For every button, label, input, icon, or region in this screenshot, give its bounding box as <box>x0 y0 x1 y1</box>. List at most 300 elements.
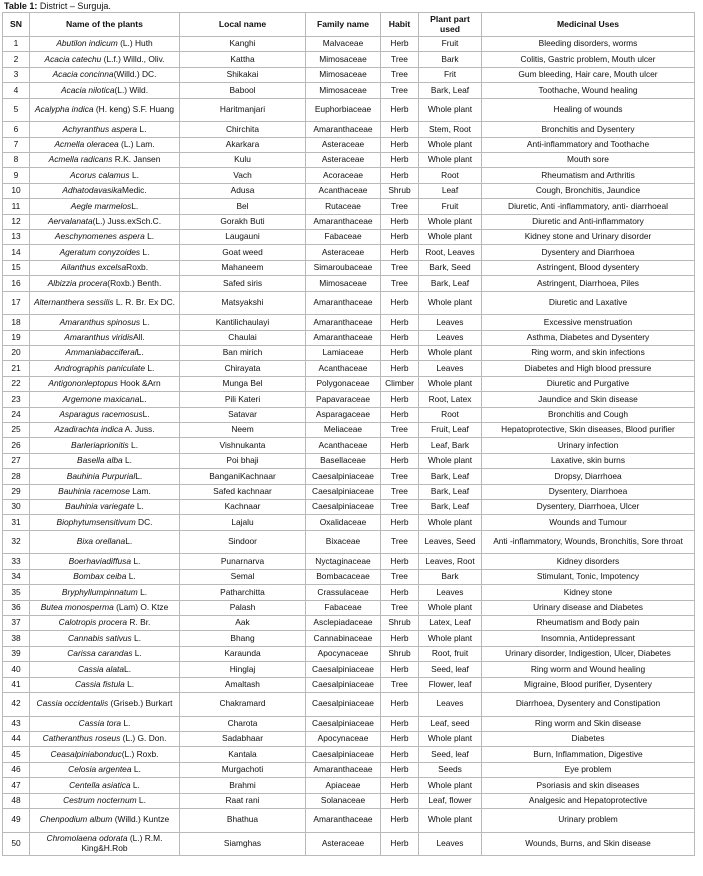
author-citation: L. <box>128 439 139 450</box>
table-row <box>3 291 695 315</box>
cell-local-name: Amaltash <box>180 677 306 692</box>
cell-habit: Herb <box>381 407 419 422</box>
cell-plant-part: Whole plant <box>419 808 482 832</box>
cell-habit: Tree <box>381 469 419 484</box>
cell-family-name: Rutaceae <box>306 199 381 214</box>
cell-plant-part: Root <box>419 407 482 422</box>
cell-local-name: Matsyakshi <box>180 291 306 315</box>
cell-plant-name <box>30 229 180 244</box>
cell-plant-part: Bark <box>419 52 482 67</box>
scientific-name: Celosia argentea <box>68 764 132 775</box>
cell-medicinal-uses: Analgesic and Hepatoprotective <box>482 793 695 808</box>
scientific-name: Butea monosperma <box>40 601 114 612</box>
cell-local-name: Goat weed <box>180 245 306 260</box>
cell-habit: Shrub <box>381 183 419 198</box>
scientific-name: Ceasalpiniabonduc <box>50 748 122 759</box>
author-citation: (L.) Lam. <box>118 139 155 150</box>
cell-sn: 27 <box>3 453 30 468</box>
cell-family-name: Caesalpiniaceae <box>306 677 381 692</box>
cell-sn: 13 <box>3 229 30 244</box>
table-row <box>3 793 695 808</box>
cell-plant-part: Leaves <box>419 692 482 716</box>
cell-plant-name <box>30 52 180 67</box>
cell-sn: 48 <box>3 793 30 808</box>
table-row <box>3 585 695 600</box>
scientific-name: Ailanthus excelsa <box>60 262 127 273</box>
cell-medicinal-uses: Rheumatism and Body pain <box>482 615 695 630</box>
scientific-name: Calotropis procera <box>58 617 128 628</box>
cell-local-name: Semal <box>180 569 306 584</box>
cell-sn: 12 <box>3 214 30 229</box>
author-citation: L. R. Br. Ex DC. <box>113 297 176 308</box>
cell-plant-part: Whole plant <box>419 291 482 315</box>
cell-family-name: Fabaceae <box>306 229 381 244</box>
table-row <box>3 315 695 330</box>
cell-medicinal-uses: Burn, Inflammation, Digestive <box>482 747 695 762</box>
cell-medicinal-uses: Excessive menstruation <box>482 315 695 330</box>
cell-habit: Herb <box>381 330 419 345</box>
cell-sn: 5 <box>3 98 30 122</box>
cell-family-name: Caesalpiniaceae <box>306 716 381 731</box>
cell-plant-part: Root <box>419 168 482 183</box>
author-citation: L. <box>129 169 139 180</box>
author-citation: L. <box>126 571 136 582</box>
scientific-name: Cassia alata <box>77 663 125 674</box>
cell-plant-name <box>30 762 180 777</box>
cell-plant-name <box>30 407 180 422</box>
cell-local-name: Kulu <box>180 153 306 168</box>
table-row <box>3 530 695 554</box>
table-row <box>3 346 695 361</box>
scientific-name: Achyranthus aspera <box>62 123 138 134</box>
cell-plant-part: Seeds <box>419 762 482 777</box>
scientific-name: Ageratum conyzoides <box>59 246 141 257</box>
cell-plant-name <box>30 499 180 514</box>
cell-plant-name <box>30 808 180 832</box>
cell-plant-name <box>30 515 180 530</box>
cell-local-name: Chirchita <box>180 122 306 137</box>
cell-local-name: Vishnukanta <box>180 438 306 453</box>
cell-family-name: Amaranthaceae <box>306 122 381 137</box>
cell-habit: Herb <box>381 122 419 137</box>
cell-medicinal-uses: Migraine, Blood purifier, Dysentery <box>482 677 695 692</box>
cell-sn: 32 <box>3 530 30 554</box>
cell-medicinal-uses: Anti-inflammatory and Toothache <box>482 137 695 152</box>
table-row <box>3 98 695 122</box>
scientific-name: Cassia fistula <box>74 678 125 689</box>
scientific-name: Asparagus racemosus <box>59 408 143 419</box>
cell-medicinal-uses: Kidney disorders <box>482 554 695 569</box>
cell-habit: Herb <box>381 438 419 453</box>
cell-sn: 28 <box>3 469 30 484</box>
table-row <box>3 168 695 183</box>
cell-sn: 22 <box>3 376 30 391</box>
cell-medicinal-uses: Asthma, Diabetes and Dysentery <box>482 330 695 345</box>
cell-plant-part: Whole plant <box>419 631 482 646</box>
scientific-name: Cestrum nocternum <box>63 794 137 805</box>
cell-local-name: Murgachoti <box>180 762 306 777</box>
scientific-name: Argemone maxicana <box>62 393 140 404</box>
cell-sn: 17 <box>3 291 30 315</box>
table-row <box>3 260 695 275</box>
cell-medicinal-uses: Ring worm, and skin infections <box>482 346 695 361</box>
cell-plant-name <box>30 615 180 630</box>
cell-plant-part: Whole plant <box>419 600 482 615</box>
cell-local-name: Kanghi <box>180 37 306 52</box>
author-citation: R.K. Jansen <box>112 154 161 165</box>
cell-medicinal-uses: Hepatoprotective, Skin diseases, Blood purifier <box>482 422 695 437</box>
cell-plant-name <box>30 137 180 152</box>
cell-family-name: Nyctaginaceae <box>306 554 381 569</box>
cell-medicinal-uses: Colitis, Gastric problem, Mouth ulcer <box>482 52 695 67</box>
cell-family-name: Amaranthaceae <box>306 315 381 330</box>
cell-local-name: Palash <box>180 600 306 615</box>
author-citation: L. <box>145 362 155 373</box>
cell-medicinal-uses: Bronchitis and Dysentery <box>482 122 695 137</box>
column-header-plant-name: Name of the plants <box>30 13 180 37</box>
cell-sn: 25 <box>3 422 30 437</box>
cell-habit: Herb <box>381 392 419 407</box>
cell-family-name: Asclepiadaceae <box>306 615 381 630</box>
table-row <box>3 229 695 244</box>
cell-plant-name <box>30 530 180 554</box>
author-citation: All. <box>133 332 145 343</box>
cell-plant-name <box>30 361 180 376</box>
table-row <box>3 469 695 484</box>
scientific-name: Cannabis sativus <box>67 632 132 643</box>
cell-sn: 8 <box>3 153 30 168</box>
cell-local-name: Shikakai <box>180 67 306 82</box>
cell-family-name: Amaranthaceae <box>306 762 381 777</box>
cell-medicinal-uses: Kidney stone <box>482 585 695 600</box>
cell-plant-part: Seed, leaf <box>419 662 482 677</box>
cell-plant-name <box>30 422 180 437</box>
table-row <box>3 631 695 646</box>
cell-plant-part: Leaves <box>419 315 482 330</box>
cell-sn: 30 <box>3 499 30 514</box>
scientific-name: Ammaniabacciferal <box>65 347 137 358</box>
cell-habit: Herb <box>381 346 419 361</box>
scientific-name: Alternanthera sessilis <box>33 297 114 308</box>
author-citation: (Roxb.) Benth. <box>107 277 162 288</box>
cell-plant-part: Fruit <box>419 199 482 214</box>
table-row <box>3 453 695 468</box>
cell-habit: Herb <box>381 716 419 731</box>
column-header-medicinal-uses: Medicinal Uses <box>482 13 695 37</box>
cell-plant-name <box>30 260 180 275</box>
cell-habit: Herb <box>381 37 419 52</box>
cell-family-name: Mimosaceae <box>306 67 381 82</box>
cell-plant-name <box>30 83 180 98</box>
cell-local-name: Akarkara <box>180 137 306 152</box>
cell-medicinal-uses: Bronchitis and Cough <box>482 407 695 422</box>
author-citation: L. <box>130 779 140 790</box>
cell-plant-part: Root, fruit <box>419 646 482 661</box>
cell-habit: Herb <box>381 515 419 530</box>
cell-habit: Herb <box>381 778 419 793</box>
cell-family-name: Caesalpiniaceae <box>306 662 381 677</box>
cell-family-name: Solanaceae <box>306 793 381 808</box>
cell-plant-name <box>30 793 180 808</box>
cell-plant-name <box>30 469 180 484</box>
table-row <box>3 778 695 793</box>
cell-sn: 15 <box>3 260 30 275</box>
scientific-name: Bombax ceiba <box>73 571 127 582</box>
cell-local-name: Patharchitta <box>180 585 306 600</box>
table-row <box>3 376 695 391</box>
table-row <box>3 392 695 407</box>
cell-local-name: Punarnarva <box>180 554 306 569</box>
cell-plant-part: Leaf <box>419 183 482 198</box>
cell-medicinal-uses: Diuretic and Laxative <box>482 291 695 315</box>
cell-habit: Herb <box>381 229 419 244</box>
cell-family-name: Amaranthaceae <box>306 214 381 229</box>
cell-family-name: Meliaceae <box>306 422 381 437</box>
author-citation: (L.) Wild. <box>114 84 149 95</box>
cell-habit: Herb <box>381 585 419 600</box>
cell-local-name: Bhang <box>180 631 306 646</box>
table-row <box>3 662 695 677</box>
cell-local-name: Karaunda <box>180 646 306 661</box>
author-citation: L. <box>142 408 150 419</box>
cell-medicinal-uses: Stimulant, Tonic, Impotency <box>482 569 695 584</box>
cell-medicinal-uses: Mouth sore <box>482 153 695 168</box>
cell-plant-name <box>30 600 180 615</box>
cell-plant-name <box>30 569 180 584</box>
scientific-name: Acacia nilotica <box>60 84 115 95</box>
cell-local-name: Haritmanjari <box>180 98 306 122</box>
author-citation: L. <box>136 794 146 805</box>
scientific-name: Acalypha indica <box>34 104 94 115</box>
scientific-name: Abutilon indicum <box>56 38 118 49</box>
scientific-name: Bryphyllumpinnatum <box>61 586 138 597</box>
table-row <box>3 515 695 530</box>
cell-local-name: Sadabhaar <box>180 731 306 746</box>
cell-habit: Herb <box>381 832 419 856</box>
cell-plant-name <box>30 778 180 793</box>
cell-plant-part: Flower, leaf <box>419 677 482 692</box>
cell-local-name: Munga Bel <box>180 376 306 391</box>
cell-medicinal-uses: Diabetes <box>482 731 695 746</box>
table-row <box>3 153 695 168</box>
author-citation: A. Juss. <box>122 424 155 435</box>
cell-local-name: Kattha <box>180 52 306 67</box>
author-citation: L. <box>139 393 147 404</box>
author-citation: L. <box>134 501 144 512</box>
author-citation: L. <box>121 717 131 728</box>
scientific-name: Acorus calamus <box>70 169 130 180</box>
cell-sn: 44 <box>3 731 30 746</box>
cell-local-name: Kantilichaulayi <box>180 315 306 330</box>
cell-family-name: Asteraceae <box>306 245 381 260</box>
cell-plant-name <box>30 291 180 315</box>
cell-sn: 49 <box>3 808 30 832</box>
cell-plant-part: Fruit <box>419 37 482 52</box>
cell-sn: 6 <box>3 122 30 137</box>
column-header-family-name: Family name <box>306 13 381 37</box>
cell-plant-part: Leaves, Seed <box>419 530 482 554</box>
cell-family-name: Caesalpiniaceae <box>306 747 381 762</box>
table-row <box>3 808 695 832</box>
author-citation: L. <box>131 555 141 566</box>
cell-habit: Tree <box>381 484 419 499</box>
cell-habit: Herb <box>381 291 419 315</box>
scientific-name: Chromolaena odorata <box>46 833 128 844</box>
cell-family-name: Asteraceae <box>306 153 381 168</box>
cell-family-name: Oxalidaceae <box>306 515 381 530</box>
table-row <box>3 677 695 692</box>
author-citation: (Willd.) Kuntze <box>112 814 170 825</box>
author-citation: Hook &Arn <box>117 378 161 389</box>
cell-plant-part: Bark, Leaf <box>419 469 482 484</box>
cell-family-name: Apocynaceae <box>306 731 381 746</box>
cell-local-name: Kantala <box>180 747 306 762</box>
author-citation: L. <box>125 536 133 547</box>
cell-local-name: Bel <box>180 199 306 214</box>
cell-local-name: Aak <box>180 615 306 630</box>
cell-family-name: Mimosaceae <box>306 276 381 291</box>
cell-family-name: Asparagaceae <box>306 407 381 422</box>
cell-medicinal-uses: Wounds and Tumour <box>482 515 695 530</box>
cell-habit: Tree <box>381 260 419 275</box>
cell-family-name: Bixaceae <box>306 530 381 554</box>
scientific-name: Adhatodavasika <box>62 185 122 196</box>
cell-habit: Tree <box>381 199 419 214</box>
cell-medicinal-uses: Ring worm and Wound healing <box>482 662 695 677</box>
cell-sn: 19 <box>3 330 30 345</box>
table-row <box>3 747 695 762</box>
cell-plant-part: Whole plant <box>419 137 482 152</box>
cell-habit: Climber <box>381 376 419 391</box>
table-body <box>3 37 695 856</box>
cell-local-name: Pili Kateri <box>180 392 306 407</box>
cell-plant-name <box>30 168 180 183</box>
cell-sn: 23 <box>3 392 30 407</box>
cell-plant-name <box>30 585 180 600</box>
cell-family-name: Papavaraceae <box>306 392 381 407</box>
cell-medicinal-uses: Ring worm and Skin disease <box>482 716 695 731</box>
table-caption-label: Table 1: <box>4 1 38 11</box>
cell-family-name: Amaranthaceae <box>306 330 381 345</box>
scientific-name: Antigononleptopus <box>48 378 118 389</box>
cell-plant-name <box>30 832 180 856</box>
table-row <box>3 245 695 260</box>
cell-sn: 16 <box>3 276 30 291</box>
cell-family-name: Lamiaceae <box>306 346 381 361</box>
table-row <box>3 276 695 291</box>
cell-plant-part: Bark <box>419 569 482 584</box>
table-row <box>3 569 695 584</box>
cell-plant-part: Whole plant <box>419 515 482 530</box>
cell-medicinal-uses: Diuretic and Anti-inflammatory <box>482 214 695 229</box>
scientific-name: Bauhinia Purpurial <box>66 470 136 481</box>
table-row <box>3 137 695 152</box>
table-row <box>3 554 695 569</box>
cell-family-name: Asteraceae <box>306 832 381 856</box>
cell-sn: 24 <box>3 407 30 422</box>
table-row <box>3 762 695 777</box>
cell-plant-part: Frit <box>419 67 482 82</box>
author-citation: (L.) Roxb. <box>121 748 159 759</box>
author-citation: Roxb. <box>126 262 149 273</box>
cell-plant-part: Whole plant <box>419 376 482 391</box>
cell-family-name: Polygonaceae <box>306 376 381 391</box>
cell-habit: Herb <box>381 747 419 762</box>
author-citation: L. <box>140 316 150 327</box>
cell-plant-name <box>30 692 180 716</box>
table-row <box>3 52 695 67</box>
cell-family-name: Amaranthaceae <box>306 808 381 832</box>
cell-sn: 31 <box>3 515 30 530</box>
cell-sn: 21 <box>3 361 30 376</box>
author-citation: L. <box>124 678 135 689</box>
cell-sn: 20 <box>3 346 30 361</box>
cell-plant-part: Leaves, Root <box>419 554 482 569</box>
cell-medicinal-uses: Wounds, Burns, and Skin disease <box>482 832 695 856</box>
cell-plant-part: Whole plant <box>419 453 482 468</box>
scientific-name: Basella alba <box>77 455 123 466</box>
medicinal-plants-table <box>2 12 695 856</box>
author-citation: (L.f.) Willd., Oliv. <box>101 53 165 64</box>
scientific-name: Biophytumsensitivum <box>56 516 136 527</box>
table-row <box>3 422 695 437</box>
author-citation: Lam. <box>129 485 151 496</box>
cell-plant-name <box>30 330 180 345</box>
cell-plant-part: Leaf, flower <box>419 793 482 808</box>
cell-habit: Herb <box>381 453 419 468</box>
cell-habit: Tree <box>381 83 419 98</box>
cell-local-name: Raat rani <box>180 793 306 808</box>
cell-habit: Herb <box>381 214 419 229</box>
author-citation: (L.) R.M. King&H.Rob <box>81 833 163 853</box>
cell-sn: 34 <box>3 569 30 584</box>
table-row <box>3 67 695 82</box>
table-row <box>3 122 695 137</box>
cell-habit: Herb <box>381 315 419 330</box>
cell-habit: Tree <box>381 569 419 584</box>
cell-sn: 2 <box>3 52 30 67</box>
cell-sn: 36 <box>3 600 30 615</box>
author-citation: L. <box>131 200 139 211</box>
cell-local-name: Mahaneem <box>180 260 306 275</box>
scientific-name: Carissa carandas <box>67 648 133 659</box>
scientific-name: Chenpodium album <box>39 814 113 825</box>
cell-local-name: Kachnaar <box>180 499 306 514</box>
cell-plant-part: Bark, Seed <box>419 260 482 275</box>
scientific-name: Barleriaprionitis <box>70 439 129 450</box>
table-caption-text: District – Surguja. <box>37 1 111 11</box>
scientific-name: Catheranthus roseus <box>42 733 121 744</box>
author-citation: L. <box>131 632 142 643</box>
cell-sn: 1 <box>3 37 30 52</box>
cell-medicinal-uses: Cough, Bronchitis, Jaundice <box>482 183 695 198</box>
cell-local-name: Lajalu <box>180 515 306 530</box>
table-row <box>3 615 695 630</box>
cell-medicinal-uses: Toothache, Wound healing <box>482 83 695 98</box>
cell-plant-part: Whole plant <box>419 214 482 229</box>
cell-habit: Tree <box>381 499 419 514</box>
cell-plant-part: Leaves <box>419 832 482 856</box>
author-citation: L. <box>137 586 148 597</box>
cell-plant-part: Bark, Leaf <box>419 276 482 291</box>
cell-sn: 7 <box>3 137 30 152</box>
scientific-name: Boerhaviadiffusa <box>68 555 132 566</box>
author-citation: L. <box>140 246 150 257</box>
cell-medicinal-uses: Healing of wounds <box>482 98 695 122</box>
table-row <box>3 499 695 514</box>
cell-family-name: Mimosaceae <box>306 83 381 98</box>
cell-plant-name <box>30 153 180 168</box>
